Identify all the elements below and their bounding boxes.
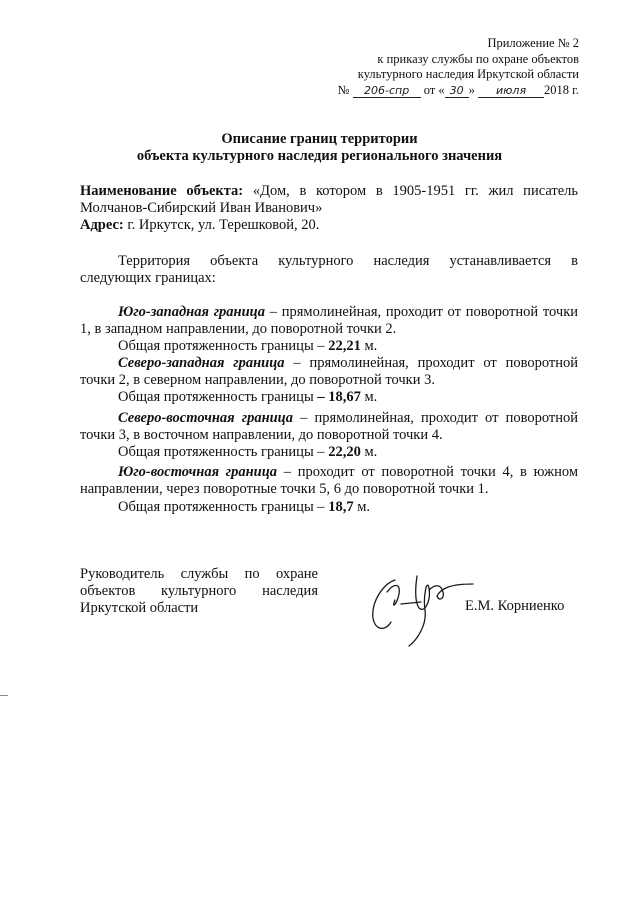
length-value: – 18,67 <box>317 389 361 405</box>
boundary-ne-description: – прямолинейная, проходит от поворотной точки 3, в восточном направлении, до поворотной точки 4. <box>80 410 579 443</box>
length-value: 22,20 <box>328 444 361 460</box>
boundary-se-name: Юго-восточная граница <box>118 464 278 480</box>
object-address-value: г. Иркутск, ул. Терешковой, 20. <box>127 217 320 233</box>
position-line-3: Иркутской области <box>80 600 199 616</box>
boundary-ne-length <box>80 444 578 461</box>
length-label: Общая протяженность границы – <box>118 499 329 515</box>
document-title-line-1: Описание границ территории <box>221 131 418 147</box>
order-day-handwritten: 30 <box>445 85 469 98</box>
intro-line-2: следующих границах: <box>80 270 216 286</box>
boundary-sw-description: – прямолинейная, проходит от поворотной точки 1, в западном направлении, до поворотной точки 2. <box>80 304 578 337</box>
object-address-label: Адрес: <box>80 217 124 233</box>
order-number-prefix: № <box>337 82 350 97</box>
object-address-paragraph <box>80 217 578 234</box>
appendix-line-3: культурного наследия Иркутской области <box>357 67 579 81</box>
length-value: 22,21 <box>328 338 361 354</box>
appendix-line-2: к приказу службы по охране объектов <box>377 51 579 66</box>
boundary-sw-paragraph <box>80 304 578 338</box>
length-label: Общая протяженность границы – <box>118 444 329 460</box>
boundary-se-paragraph <box>80 464 578 498</box>
length-label: Общая протяженность границы – <box>118 338 329 354</box>
length-unit: м. <box>360 389 378 405</box>
appendix-line-1: Приложение № 2 <box>487 36 579 50</box>
order-number-handwritten: 206-спр <box>353 85 421 98</box>
appendix-order-line <box>279 83 579 99</box>
signatory-position <box>80 566 318 617</box>
intro-line-1: Территория объекта культурного наследия устанавливается в <box>118 253 578 269</box>
boundary-ne-paragraph <box>80 410 578 444</box>
length-label: Общая протяженность границы <box>118 389 318 405</box>
boundary-nw-length <box>80 389 578 406</box>
intro-paragraph <box>80 253 578 287</box>
boundary-se-description: – проходит от поворотной точки 4, в южном направлении, через поворотные точки 5, 6 до поворотной точки 1. <box>80 464 578 497</box>
order-from-word: от « <box>423 82 445 97</box>
object-name-paragraph <box>80 183 578 217</box>
boundary-sw-length <box>80 338 578 355</box>
scan-edge-mark <box>0 695 8 696</box>
boundary-nw-paragraph <box>80 355 578 389</box>
length-unit: м. <box>360 444 378 460</box>
handwritten-signature <box>365 570 475 650</box>
boundary-ne-name: Северо-восточная граница <box>118 410 294 426</box>
position-line-2: объектов культурного наследия <box>80 583 318 599</box>
length-unit: м. <box>360 338 378 354</box>
boundary-sw-name: Юго-западная граница <box>118 304 265 320</box>
boundary-nw-name: Северо-западная граница <box>118 355 285 371</box>
order-month-handwritten: июля <box>478 85 544 98</box>
order-year: 2018 г. <box>544 82 579 97</box>
signer-name: Е.М. Корниенко <box>465 598 565 614</box>
object-name-label: Наименование объекта: <box>80 183 244 199</box>
object-name-value: «Дом, в котором в 1905-1951 гг. жил писатель Молчанов-Сибирский Иван Иванович» <box>80 183 579 216</box>
document-title-line-2: объекта культурного наследия регионального значения <box>136 148 503 164</box>
boundary-nw-description: – прямолинейная, проходит от поворотной точки 2, в северном направлении, до поворотной точки 3. <box>80 355 578 388</box>
position-line-1: Руководитель службы по охране <box>80 566 318 582</box>
appendix-header <box>279 36 579 98</box>
boundary-se-length <box>80 499 578 516</box>
order-day-close: » <box>468 82 475 97</box>
length-value: 18,7 <box>328 499 354 515</box>
length-unit: м. <box>353 499 370 515</box>
